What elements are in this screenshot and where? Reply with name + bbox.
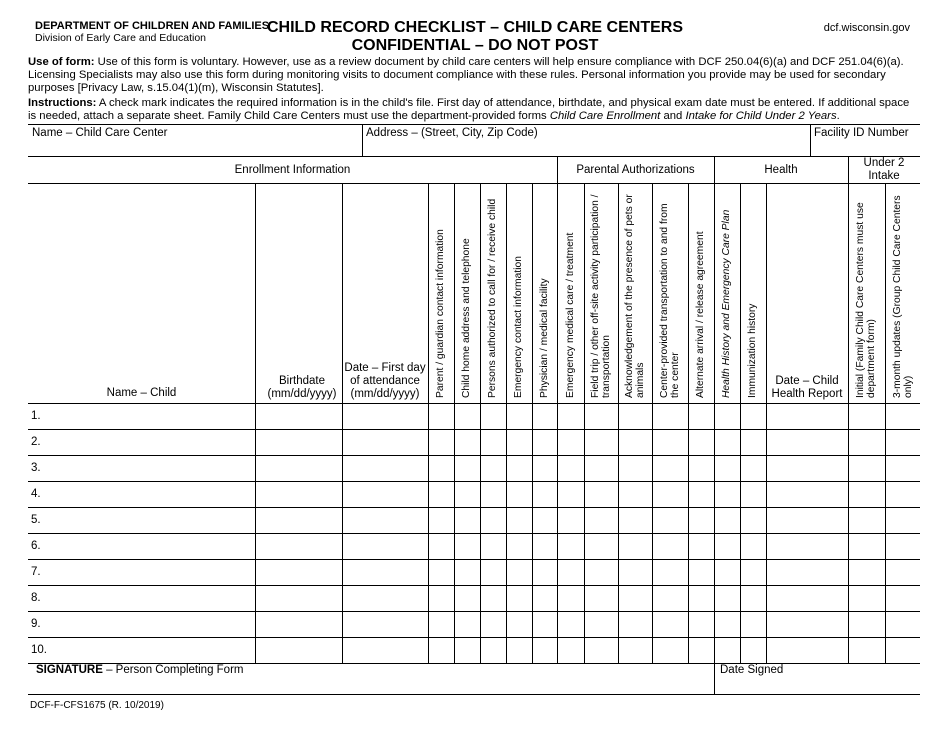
row-line [28, 533, 920, 534]
instructions-and: and [660, 110, 686, 122]
row-line [28, 429, 920, 430]
row-number: 6. [31, 540, 41, 552]
divider [810, 124, 811, 156]
group-enrollment: Enrollment Information [234, 164, 351, 176]
signature-label: SIGNATURE [36, 664, 103, 676]
col-line [766, 183, 767, 664]
department-name: DEPARTMENT OF CHILDREN AND FAMILIES [35, 20, 270, 32]
col-alternate-arrival: Alternate arrival / release agreement [695, 231, 706, 398]
rule [28, 403, 920, 404]
center-name-field[interactable]: Name – Child Care Center [32, 127, 168, 139]
row-line [28, 611, 920, 612]
group-health: Health [764, 164, 798, 176]
row-line [28, 507, 920, 508]
col-line [848, 183, 849, 664]
col-home-address: Child home address and telephone [461, 238, 472, 398]
row-number: 9. [31, 618, 41, 630]
col-birthdate: Birthdate (mm/dd/yyyy) [267, 375, 337, 400]
col-transportation: Center-provided transportation to and from the center [659, 203, 681, 398]
rule [28, 156, 920, 157]
instructions-text: A check mark indicates the required information is in the child's file. First day of attendance, birthdate, and physical exam date must be entered. If additional space is needed, attach a separate sheet. Family Child Care Centers must use the department-provided forms [28, 97, 910, 122]
col-line [480, 183, 481, 664]
col-line [584, 183, 585, 664]
instructions-paragraph [28, 97, 920, 123]
row-number: 3. [31, 462, 41, 474]
col-line [506, 183, 507, 664]
row-number: 4. [31, 488, 41, 500]
col-line [688, 183, 689, 664]
divider [362, 124, 363, 156]
row-number: 2. [31, 436, 41, 448]
rule [28, 124, 920, 125]
col-line [714, 183, 715, 694]
form-enrollment-ref: Child Care Enrollment [549, 110, 661, 122]
col-initial: Initial (Family Child Care Centers must use department form) [855, 202, 877, 398]
row-line [28, 637, 920, 638]
row-number: 5. [31, 514, 41, 526]
divider [848, 156, 849, 183]
signature-text: – Person Completing Form [102, 664, 244, 676]
row-line [28, 481, 920, 482]
col-line [255, 183, 256, 664]
col-line [428, 183, 429, 664]
col-line [557, 183, 558, 664]
rule [28, 694, 920, 695]
col-persons-authorized: Persons authorized to call for / receive child [487, 198, 498, 398]
divider [714, 156, 715, 183]
col-updates: 3-month updates (Group Child Care Centers only) [892, 195, 914, 398]
use-of-form-paragraph [28, 56, 920, 95]
facility-id-field[interactable]: Facility ID Number [814, 127, 909, 139]
website: dcf.wisconsin.gov [823, 22, 910, 34]
address-field[interactable]: Address – (Street, City, Zip Code) [366, 127, 538, 139]
rule [28, 183, 920, 184]
row-line [28, 455, 920, 456]
col-line [618, 183, 619, 664]
col-parent-contact: Parent / guardian contact information [435, 229, 446, 398]
col-health-history: Health History and Emergency Care Plan [721, 209, 732, 398]
row-number: 8. [31, 592, 41, 604]
col-line [454, 183, 455, 664]
col-first-day: Date – First day of attendance (mm/dd/yyyy) [344, 362, 426, 400]
row-line [28, 559, 920, 560]
row-line [28, 585, 920, 586]
col-name-child: Name – Child [106, 387, 177, 399]
row-number: 10. [31, 644, 47, 656]
col-line [740, 183, 741, 664]
row-number: 7. [31, 566, 41, 578]
form-number: DCF-F-CFS1675 (R. 10/2019) [30, 700, 164, 711]
col-emergency-contact: Emergency contact information [513, 256, 524, 398]
date-signed-field[interactable]: Date Signed [720, 664, 784, 676]
instructions-end: . [836, 110, 840, 122]
instructions-label: Instructions: [28, 97, 97, 109]
col-immunization: Immunization history [747, 303, 758, 398]
group-parental: Parental Authorizations [576, 164, 695, 176]
col-field-trip: Field trip / other off-site activity participation / transportation [590, 194, 612, 398]
col-line [885, 183, 886, 664]
division-name: Division of Early Care and Education [35, 32, 207, 44]
form-title: CHILD RECORD CHECKLIST – CHILD CARE CENTERS [266, 19, 683, 36]
col-line [652, 183, 653, 664]
col-physician: Physician / medical facility [539, 278, 550, 398]
use-of-form-label: Use of form: [28, 56, 95, 68]
use-of-form-text: Use of this form is voluntary. However, use as a review document by child care centers will help ensure compliance with DCF 250.04(6)(a) and DCF 251.04(6)(a). Licensing Specialists may also use this form during monitoring visits to document compliance with these rules. Personal information you provide may be used for secondary purposes [Privacy Law, s.15.04(1)(m), Wisconsin Statutes]. [28, 56, 904, 94]
signature-field[interactable] [36, 664, 244, 676]
col-line [532, 183, 533, 664]
group-under2: Under 2 Intake [863, 157, 905, 182]
col-health-report: Date – Child Health Report [771, 375, 843, 400]
form-subtitle: CONFIDENTIAL – DO NOT POST [351, 37, 599, 54]
row-number: 1. [31, 410, 41, 422]
col-emergency-medical: Emergency medical care / treatment [565, 232, 576, 398]
form-intake-ref: Intake for Child Under 2 Years [685, 110, 837, 122]
col-line [342, 183, 343, 664]
col-pets: Acknowledgement of the presence of pets or animals [624, 194, 646, 398]
divider [557, 156, 558, 183]
